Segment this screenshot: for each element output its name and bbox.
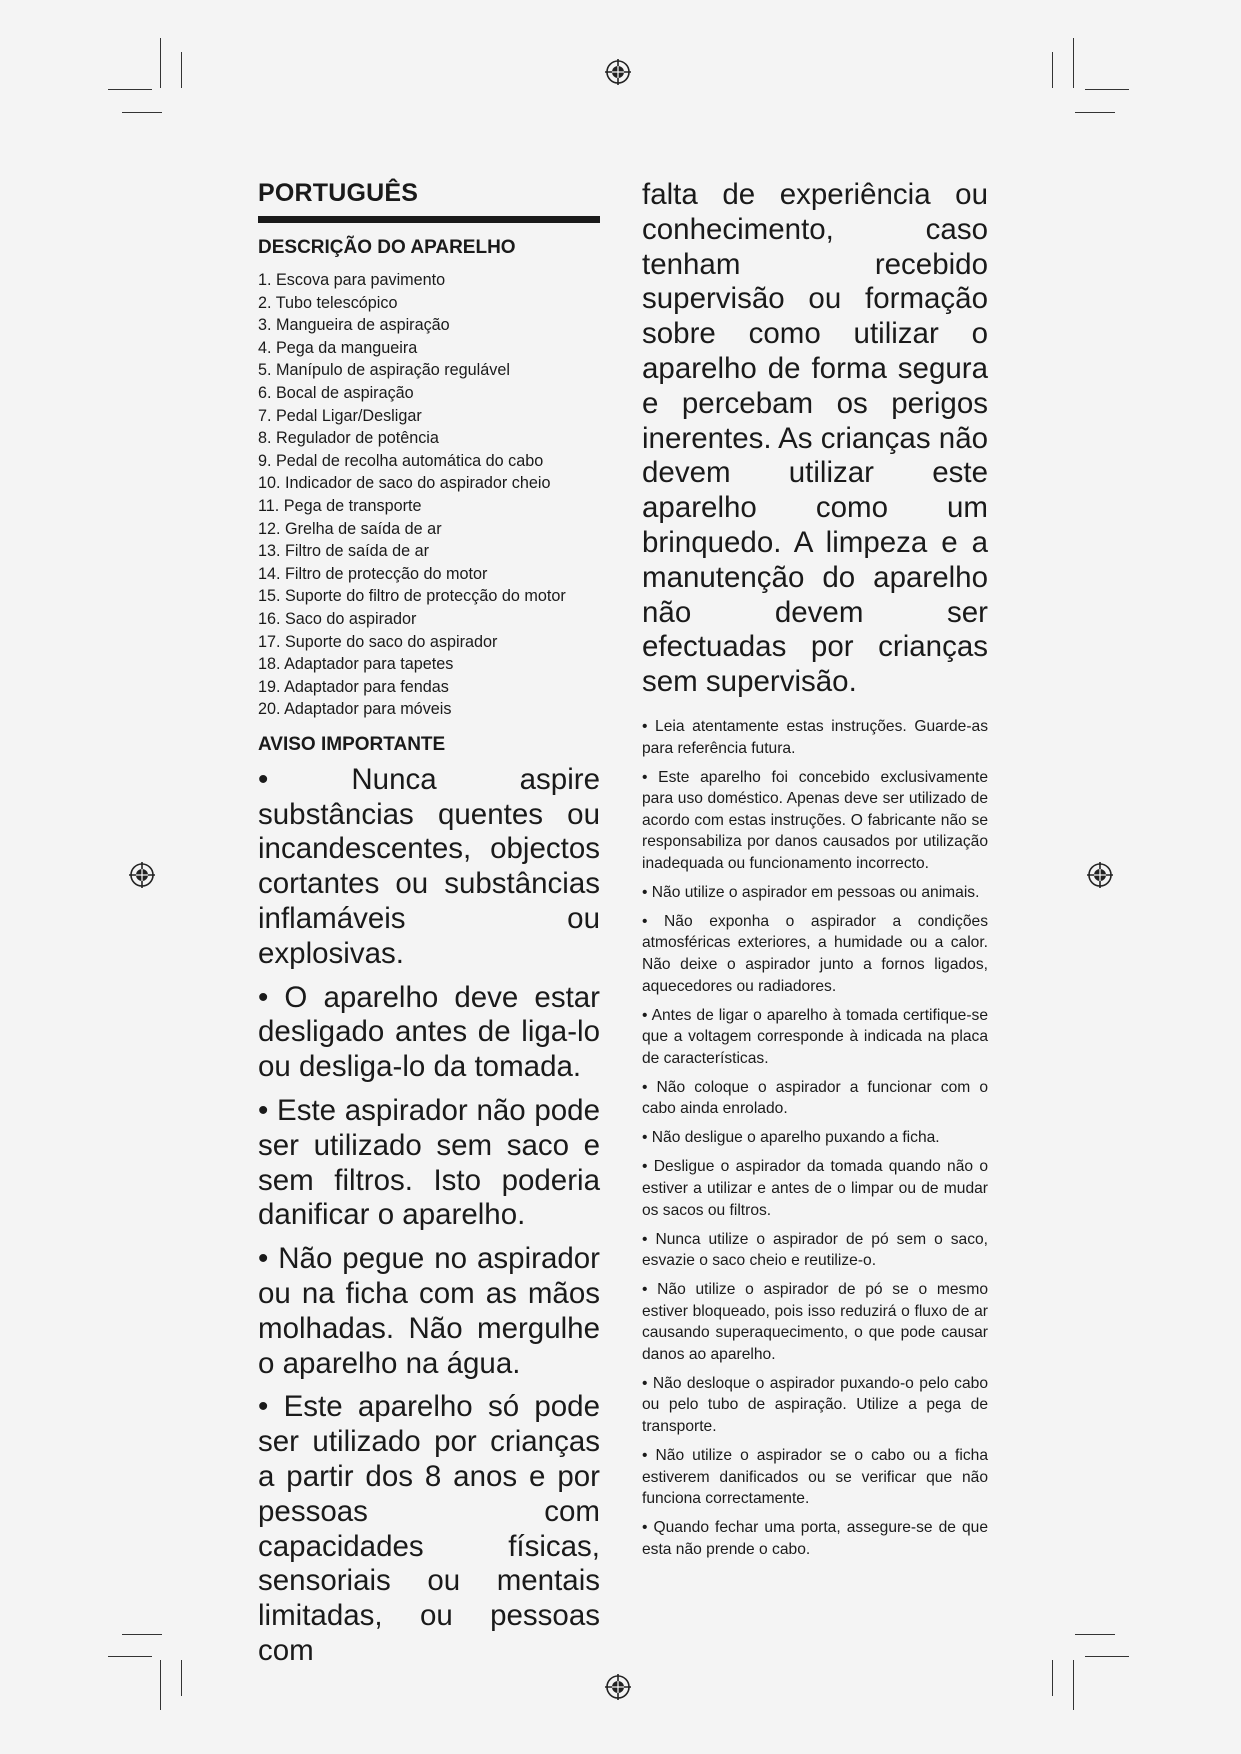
note-paragraph: • Não utilize o aspirador em pessoas ou animais. [642,883,980,901]
list-item: 1. Escova para pavimento [258,271,446,289]
note-paragraph: • Nunca utilize o aspirador de pó sem o saco, esvazie o saco cheio e reutilize-o. [642,1230,988,1270]
crop-mark [1052,52,1053,88]
list-item: 13. Filtro de saída de ar [258,542,429,561]
list-item: 10. Indicador de saco do aspirador cheio [258,474,551,493]
note-paragraph: • Antes de ligar o aparelho à tomada certifique-se que a voltagem corresponde à indicada na placa de características. [642,1006,988,1067]
crop-mark [108,89,152,90]
right-column [642,178,988,1568]
warning-paragraph: • Não pegue no aspirador ou na ficha com as mãos molhadas. Não mergulhe o aparelho na água. [258,1242,600,1380]
language-title: PORTUGUÊS [258,179,419,207]
warning-heading: AVISO IMPORTANTE [258,733,446,755]
crop-mark [122,112,162,113]
list-item: 7. Pedal Ligar/Desligar [258,406,422,425]
warning-paragraph: • Este aparelho só pode ser utilizado por crianças a partir dos 8 anos e por pessoas com capacidades físicas, sensoriais ou mentais limitadas, ou pessoas com [258,1390,600,1667]
list-item: 19. Adaptador para fendas [258,677,449,696]
list-item: 8. Regulador de potência [258,429,439,448]
crop-mark [108,1656,152,1657]
registration-mark-icon [129,862,155,888]
crop-mark [1052,1660,1053,1696]
warning-paragraph: • Este aspirador não pode ser utilizado sem saco e sem filtros. Isto poderia danificar o aparelho. [258,1094,600,1232]
crop-mark [1075,1634,1115,1635]
list-item: 2. Tubo telescópico [258,293,398,312]
warning-paragraph: • O aparelho deve estar desligado antes de liga-lo ou desliga-lo da tomada. [258,980,600,1084]
registration-mark-icon [1087,862,1113,888]
list-item: 9. Pedal de recolha automática do cabo [258,451,544,470]
continuation-paragraph: falta de experiência ou conhecimento, caso tenham recebido supervisão ou formação sobre como utilizar o aparelho de forma segura e percebam os perigos inerentes. As crianças não devem utilizar este aparelho como um brinquedo. A limpeza e a manutenção do aparelho não devem ser efectuadas por crianças sem supervisão. [642,178,989,699]
crop-mark [181,52,182,88]
list-item: 18. Adaptador para tapetes [258,655,454,674]
description-heading: DESCRIÇÃO DO APARELHO [258,237,516,258]
list-item: 12. Grelha de saída de ar [258,519,442,538]
note-paragraph: • Não exponha o aspirador a condições atmosféricas exteriores, a humidade ou a calor. Não deixe o aspirador junto a fornos ligados, aquecedores ou radiadores. [642,912,988,995]
note-paragraph: • Não utilize o aspirador de pó se o mesmo estiver bloqueado, pois isso reduzirá o fluxo de ar causando superaquecimento, o que pode causar danos ao aparelho. [642,1281,988,1363]
note-paragraph: • Leia atentamente estas instruções. Guarde-as para referência futura. [642,717,988,757]
note-paragraph: • Não coloque o aspirador a funcionar com o cabo ainda enrolado. [642,1078,988,1118]
list-item: 11. Pega de transporte [258,496,422,515]
list-item: 5. Manípulo de aspiração regulável [258,361,510,380]
note-paragraph: • Não desloque o aspirador puxando-o pelo cabo ou pelo tubo de aspiração. Utilize a pega de transporte. [642,1374,988,1436]
list-item: 15. Suporte do filtro de protecção do motor [258,587,566,606]
list-item: 20. Adaptador para móveis [258,700,452,719]
note-paragraph: • Não utilize o aspirador se o cabo ou a ficha estiverem danificados ou se verificar que não funciona correctamente. [642,1447,988,1508]
note-paragraph: • Não desligue o aparelho puxando a ficha. [642,1129,940,1147]
crop-mark [1073,1660,1074,1710]
left-column [258,178,600,1678]
list-item: 16. Saco do aspirador [258,609,417,628]
crop-mark [1073,38,1074,88]
registration-mark-icon [605,59,631,85]
crop-mark [181,1660,182,1696]
list-item: 3. Mangueira de aspiração [258,316,450,335]
crop-mark [1075,112,1115,113]
note-paragraph: • Quando fechar uma porta, assegure-se de que esta não prende o cabo. [642,1519,988,1558]
parts-list [258,269,600,721]
list-item: 14. Filtro de protecção do motor [258,564,488,583]
list-item: 4. Pega da mangueira [258,338,418,357]
note-paragraph: • Desligue o aspirador da tomada quando não o estiver a utilizar e antes de o limpar ou de mudar os sacos ou filtros. [642,1158,988,1219]
title-rule [258,216,600,223]
note-paragraph: • Este aparelho foi concebido exclusivamente para uso doméstico. Apenas deve ser utilizado de acordo com estas instruções. O fabricante não se responsabiliza por danos causados por utilização inadequada ou funcionamento incorrecto. [642,768,988,872]
crop-mark [122,1634,162,1635]
crop-mark [160,38,161,88]
list-item: 17. Suporte do saco do aspirador [258,632,498,651]
warning-paragraph: • Nunca aspire substâncias quentes ou incandescentes, objectos cortantes ou substâncias inflamáveis ou explosivas. [258,762,600,970]
crop-mark [1085,1656,1129,1657]
registration-mark-icon [605,1674,631,1700]
crop-mark [1085,89,1129,90]
list-item: 6. Bocal de aspiração [258,383,414,402]
crop-mark [160,1660,161,1710]
